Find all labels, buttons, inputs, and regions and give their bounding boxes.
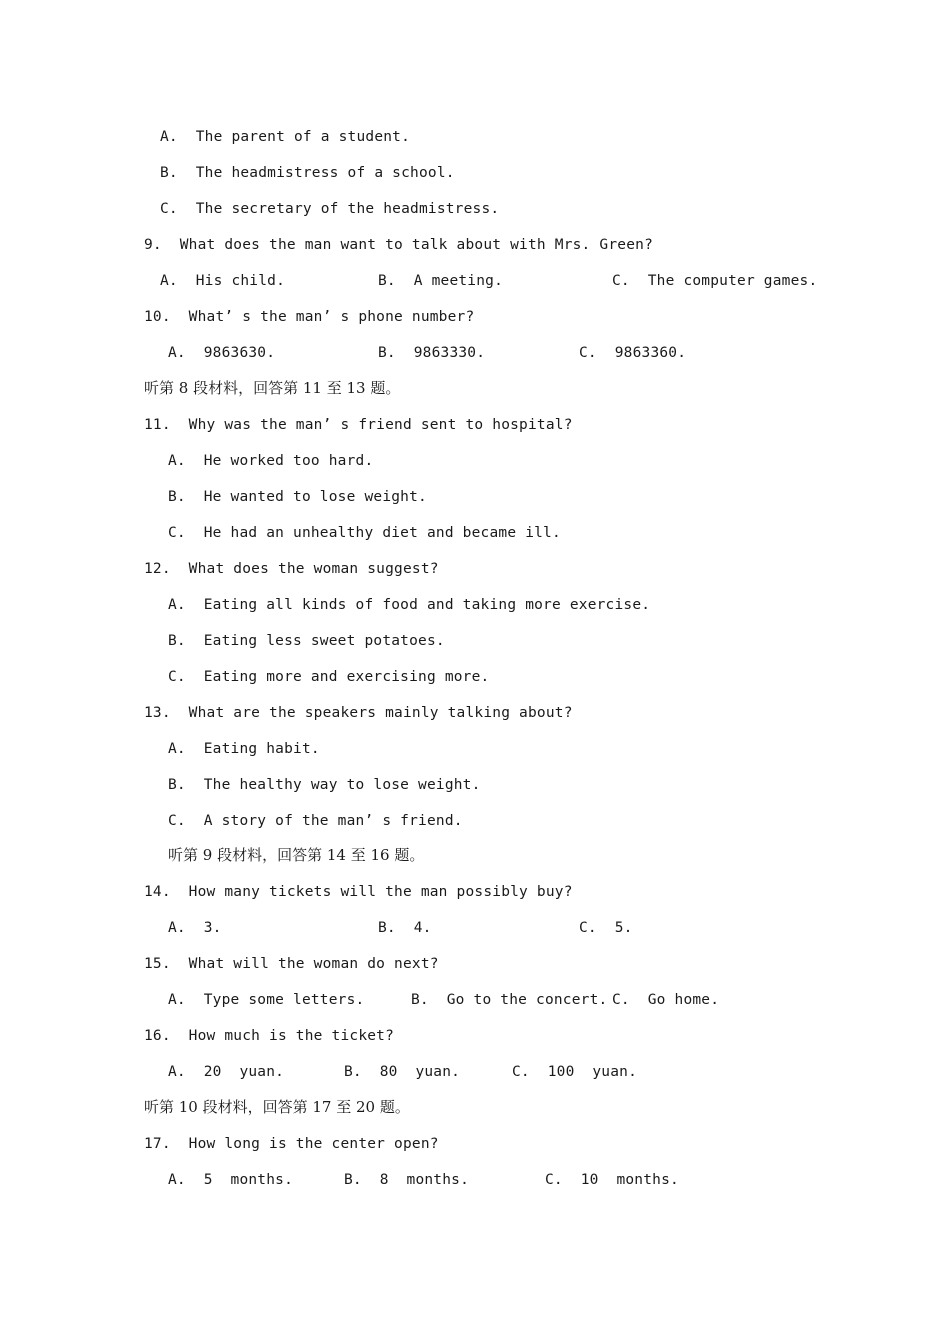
q11-option-c: C. He had an unhealthy diet and became ill. [168, 525, 561, 541]
q11-option-a: A. He worked too hard. [168, 453, 374, 469]
section-heading-8: 听第 8 段材料，回答第 11 至 13 题。 [144, 379, 401, 397]
q12-option-b: B. Eating less sweet potatoes. [168, 633, 445, 649]
q8-option-b: B. The headmistress of a school. [160, 165, 455, 181]
q14-option-b: B. 4. [378, 920, 432, 936]
question-11: 11. Why was the man’ s friend sent to hospital? [144, 417, 573, 433]
q15-option-a: A. Type some letters. [168, 992, 365, 1008]
q17-option-b: B. 8 months. [344, 1172, 470, 1188]
question-9: 9. What does the man want to talk about with Mrs. Green? [144, 237, 653, 253]
q12-option-c: C. Eating more and exercising more. [168, 669, 490, 685]
question-12: 12. What does the woman suggest? [144, 561, 439, 577]
question-13: 13. What are the speakers mainly talking about? [144, 705, 573, 721]
q16-option-c: C. 100 yuan. [512, 1064, 638, 1080]
q11-option-b: B. He wanted to lose weight. [168, 489, 427, 505]
q13-option-c: C. A story of the man’ s friend. [168, 813, 463, 829]
question-17: 17. How long is the center open? [144, 1136, 439, 1152]
q8-option-a: A. The parent of a student. [160, 129, 411, 145]
q17-option-c: C. 10 months. [545, 1172, 679, 1188]
q10-option-a: A. 9863630. [168, 345, 276, 361]
section-heading-10: 听第 10 段材料，回答第 17 至 20 题。 [144, 1098, 410, 1116]
q14-option-c: C. 5. [579, 920, 633, 936]
q9-option-a: A. His child. [160, 273, 286, 289]
question-14: 14. How many tickets will the man possibly buy? [144, 884, 573, 900]
q13-option-a: A. Eating habit. [168, 741, 320, 757]
q13-option-b: B. The healthy way to lose weight. [168, 777, 481, 793]
section-heading-9: 听第 9 段材料，回答第 14 至 16 题。 [168, 846, 425, 864]
q14-option-a: A. 3. [168, 920, 222, 936]
q16-option-b: B. 80 yuan. [344, 1064, 461, 1080]
question-16: 16. How much is the ticket? [144, 1028, 395, 1044]
q10-option-c: C. 9863360. [579, 345, 687, 361]
q17-option-a: A. 5 months. [168, 1172, 294, 1188]
q9-option-c: C. The computer games. [612, 273, 818, 289]
q12-option-a: A. Eating all kinds of food and taking more exercise. [168, 597, 651, 613]
q16-option-a: A. 20 yuan. [168, 1064, 285, 1080]
question-10: 10. What’ s the man’ s phone number? [144, 309, 475, 325]
question-15: 15. What will the woman do next? [144, 956, 439, 972]
q15-option-b: B. Go to the concert. [411, 992, 608, 1008]
q10-option-b: B. 9863330. [378, 345, 486, 361]
q15-option-c: C. Go home. [612, 992, 720, 1008]
q8-option-c: C. The secretary of the headmistress. [160, 201, 500, 217]
q9-option-b: B. A meeting. [378, 273, 504, 289]
